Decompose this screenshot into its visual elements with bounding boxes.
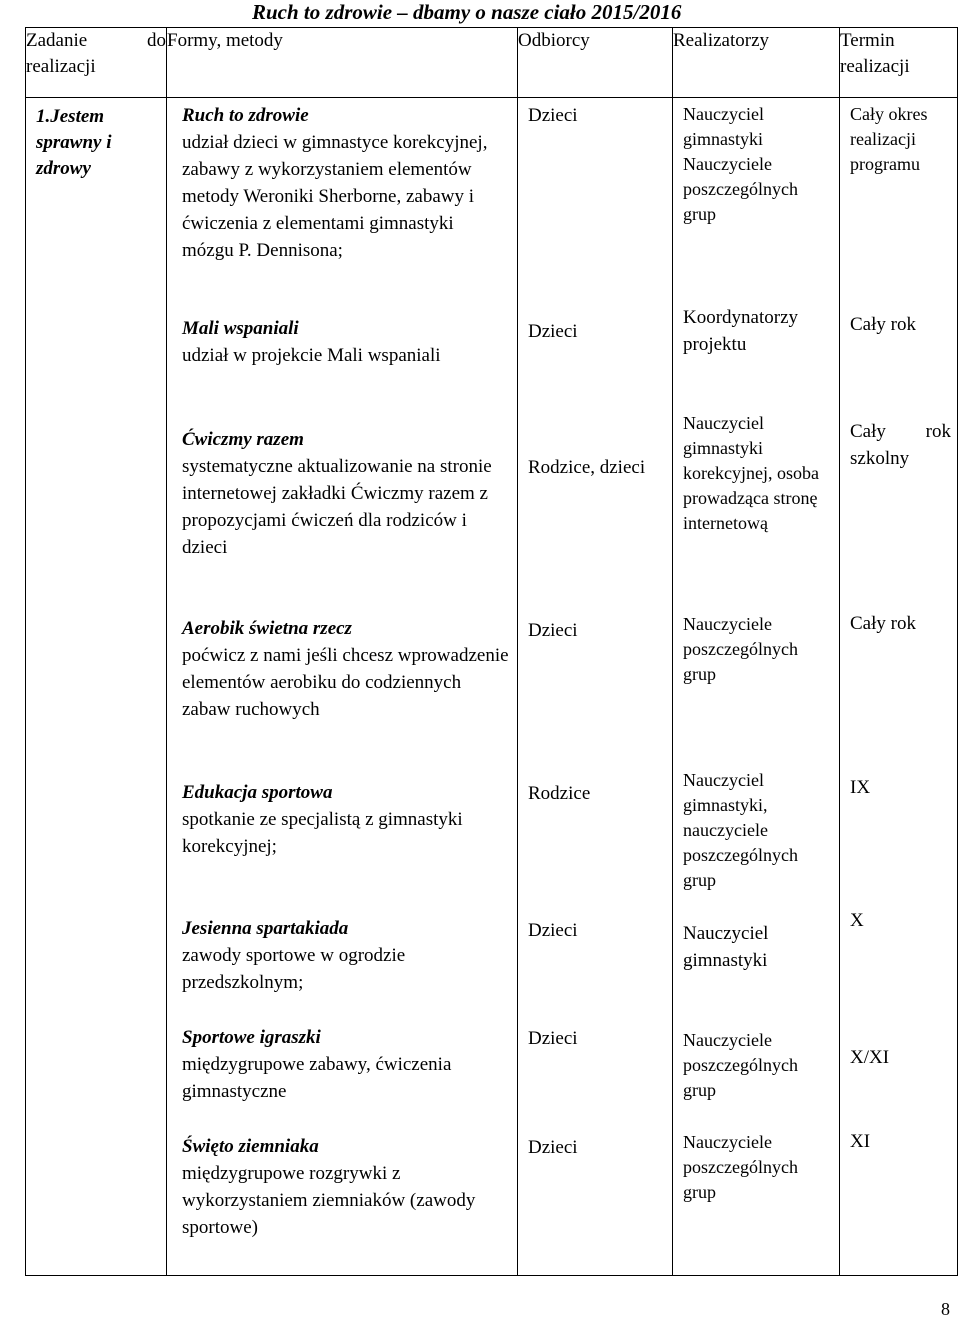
form-title: Sportowe igraszki <box>182 1027 321 1048</box>
form-title: Święto ziemniaka <box>182 1136 319 1157</box>
audience-entry: Dzieci <box>528 920 578 941</box>
header-task: Zadanie do realizacji <box>26 28 167 98</box>
term-entry: Cały rok <box>850 613 916 634</box>
form-entry <box>167 1133 517 1241</box>
form-title: Mali wspaniali <box>182 318 299 339</box>
form-description: spotkanie ze specjalistą z gimnastyki korekcyjnej; <box>182 809 463 857</box>
realizers-entry: Nauczyciel gimnastyki korekcyjnej, osoba prowadząca stronę internetową <box>683 413 819 533</box>
realizers-entry: Nauczyciel gimnastyki Nauczyciele poszczególnych grup <box>683 104 798 224</box>
realizers-entry: Nauczyciel gimnastyki <box>683 923 769 971</box>
audience-entry: Dzieci <box>528 105 578 126</box>
table-header-row <box>26 28 958 98</box>
term-entry: Cały okres realizacji programu <box>850 104 928 174</box>
audience-column <box>518 98 673 1276</box>
term-entry: X/XI <box>850 1047 890 1068</box>
term-entry: XI <box>850 1131 871 1152</box>
header-realizers: Realizatorzy <box>673 28 840 98</box>
program-table <box>25 27 958 1276</box>
task-label: 1.Jestem sprawny i zdrowy <box>36 106 112 179</box>
form-entry <box>167 779 517 860</box>
task-cell <box>26 98 167 1276</box>
form-entry <box>167 102 517 264</box>
form-description: międzygrupowe rozgrywki z wykorzystaniem ziemniaków (zawody sportowe) <box>182 1163 476 1238</box>
term-entry: Cały rok szkolny <box>850 421 951 469</box>
form-entry <box>167 915 517 996</box>
audience-entry: Dzieci <box>528 321 578 342</box>
realizers-entry: Nauczyciele poszczególnych grup <box>683 1132 798 1202</box>
audience-entry: Dzieci <box>528 1137 578 1158</box>
form-title: Edukacja sportowa <box>182 782 333 803</box>
table-body-row <box>26 98 958 1276</box>
form-title: Ćwiczmy razem <box>182 429 304 450</box>
realizers-entry: Nauczyciel gimnastyki, nauczyciele poszczególnych grup <box>683 770 798 890</box>
term-entry: Cały rok <box>850 314 916 335</box>
audience-entry: Rodzice <box>528 783 591 804</box>
realizers-column <box>673 98 840 1276</box>
form-description: udział dzieci w gimnastyce korekcyjnej, zabawy z wykorzystaniem elementów metody Weroniki Sherborne, zabawy i ćwiczenia z elementami gimnastyki mózgu P. Dennisona; <box>182 132 488 261</box>
form-description: międzygrupowe zabawy, ćwiczenia gimnastyczne <box>182 1054 452 1102</box>
form-title: Aerobik świetna rzecz <box>182 618 352 639</box>
forms-column <box>167 98 518 1276</box>
form-entry <box>167 615 517 723</box>
term-column <box>840 98 958 1276</box>
header-forms: Formy, metody <box>167 28 518 98</box>
audience-entry: Rodzice, dzieci <box>528 457 646 478</box>
form-entry <box>167 315 517 369</box>
form-description: udział w projekcie Mali wspaniali <box>182 345 441 366</box>
form-description: zawody sportowe w ogrodzie przedszkolnym; <box>182 945 406 993</box>
realizers-entry: Koordynatorzy projektu <box>683 307 799 355</box>
header-audience: Odbiorcy <box>518 28 673 98</box>
page-number: 8 <box>941 1299 950 1319</box>
audience-entry: Dzieci <box>528 620 578 641</box>
form-entry <box>167 426 517 561</box>
form-title: Jesienna spartakiada <box>182 918 349 939</box>
document-title <box>0 0 960 24</box>
form-description: systematyczne aktualizowanie na stronie internetowej zakładki Ćwiczmy razem z propozycjami ćwiczeń dla rodziców i dzieci <box>182 456 492 558</box>
audience-entry: Dzieci <box>528 1028 578 1049</box>
form-entry <box>167 1024 517 1105</box>
header-term: Termin realizacji <box>840 28 958 98</box>
form-description: poćwicz z nami jeśli chcesz wprowadzenie elementów aerobiku do codziennych zabaw ruchowych <box>182 645 509 720</box>
realizers-entry: Nauczyciele poszczególnych grup <box>683 1030 798 1100</box>
term-entry: X <box>850 910 864 931</box>
document-title-text: Ruch to zdrowie – dbamy o nasze ciało 2015/2016 <box>252 0 682 24</box>
realizers-entry: Nauczyciele poszczególnych grup <box>683 614 798 684</box>
term-entry: IX <box>850 777 871 798</box>
form-title: Ruch to zdrowie <box>182 105 309 126</box>
